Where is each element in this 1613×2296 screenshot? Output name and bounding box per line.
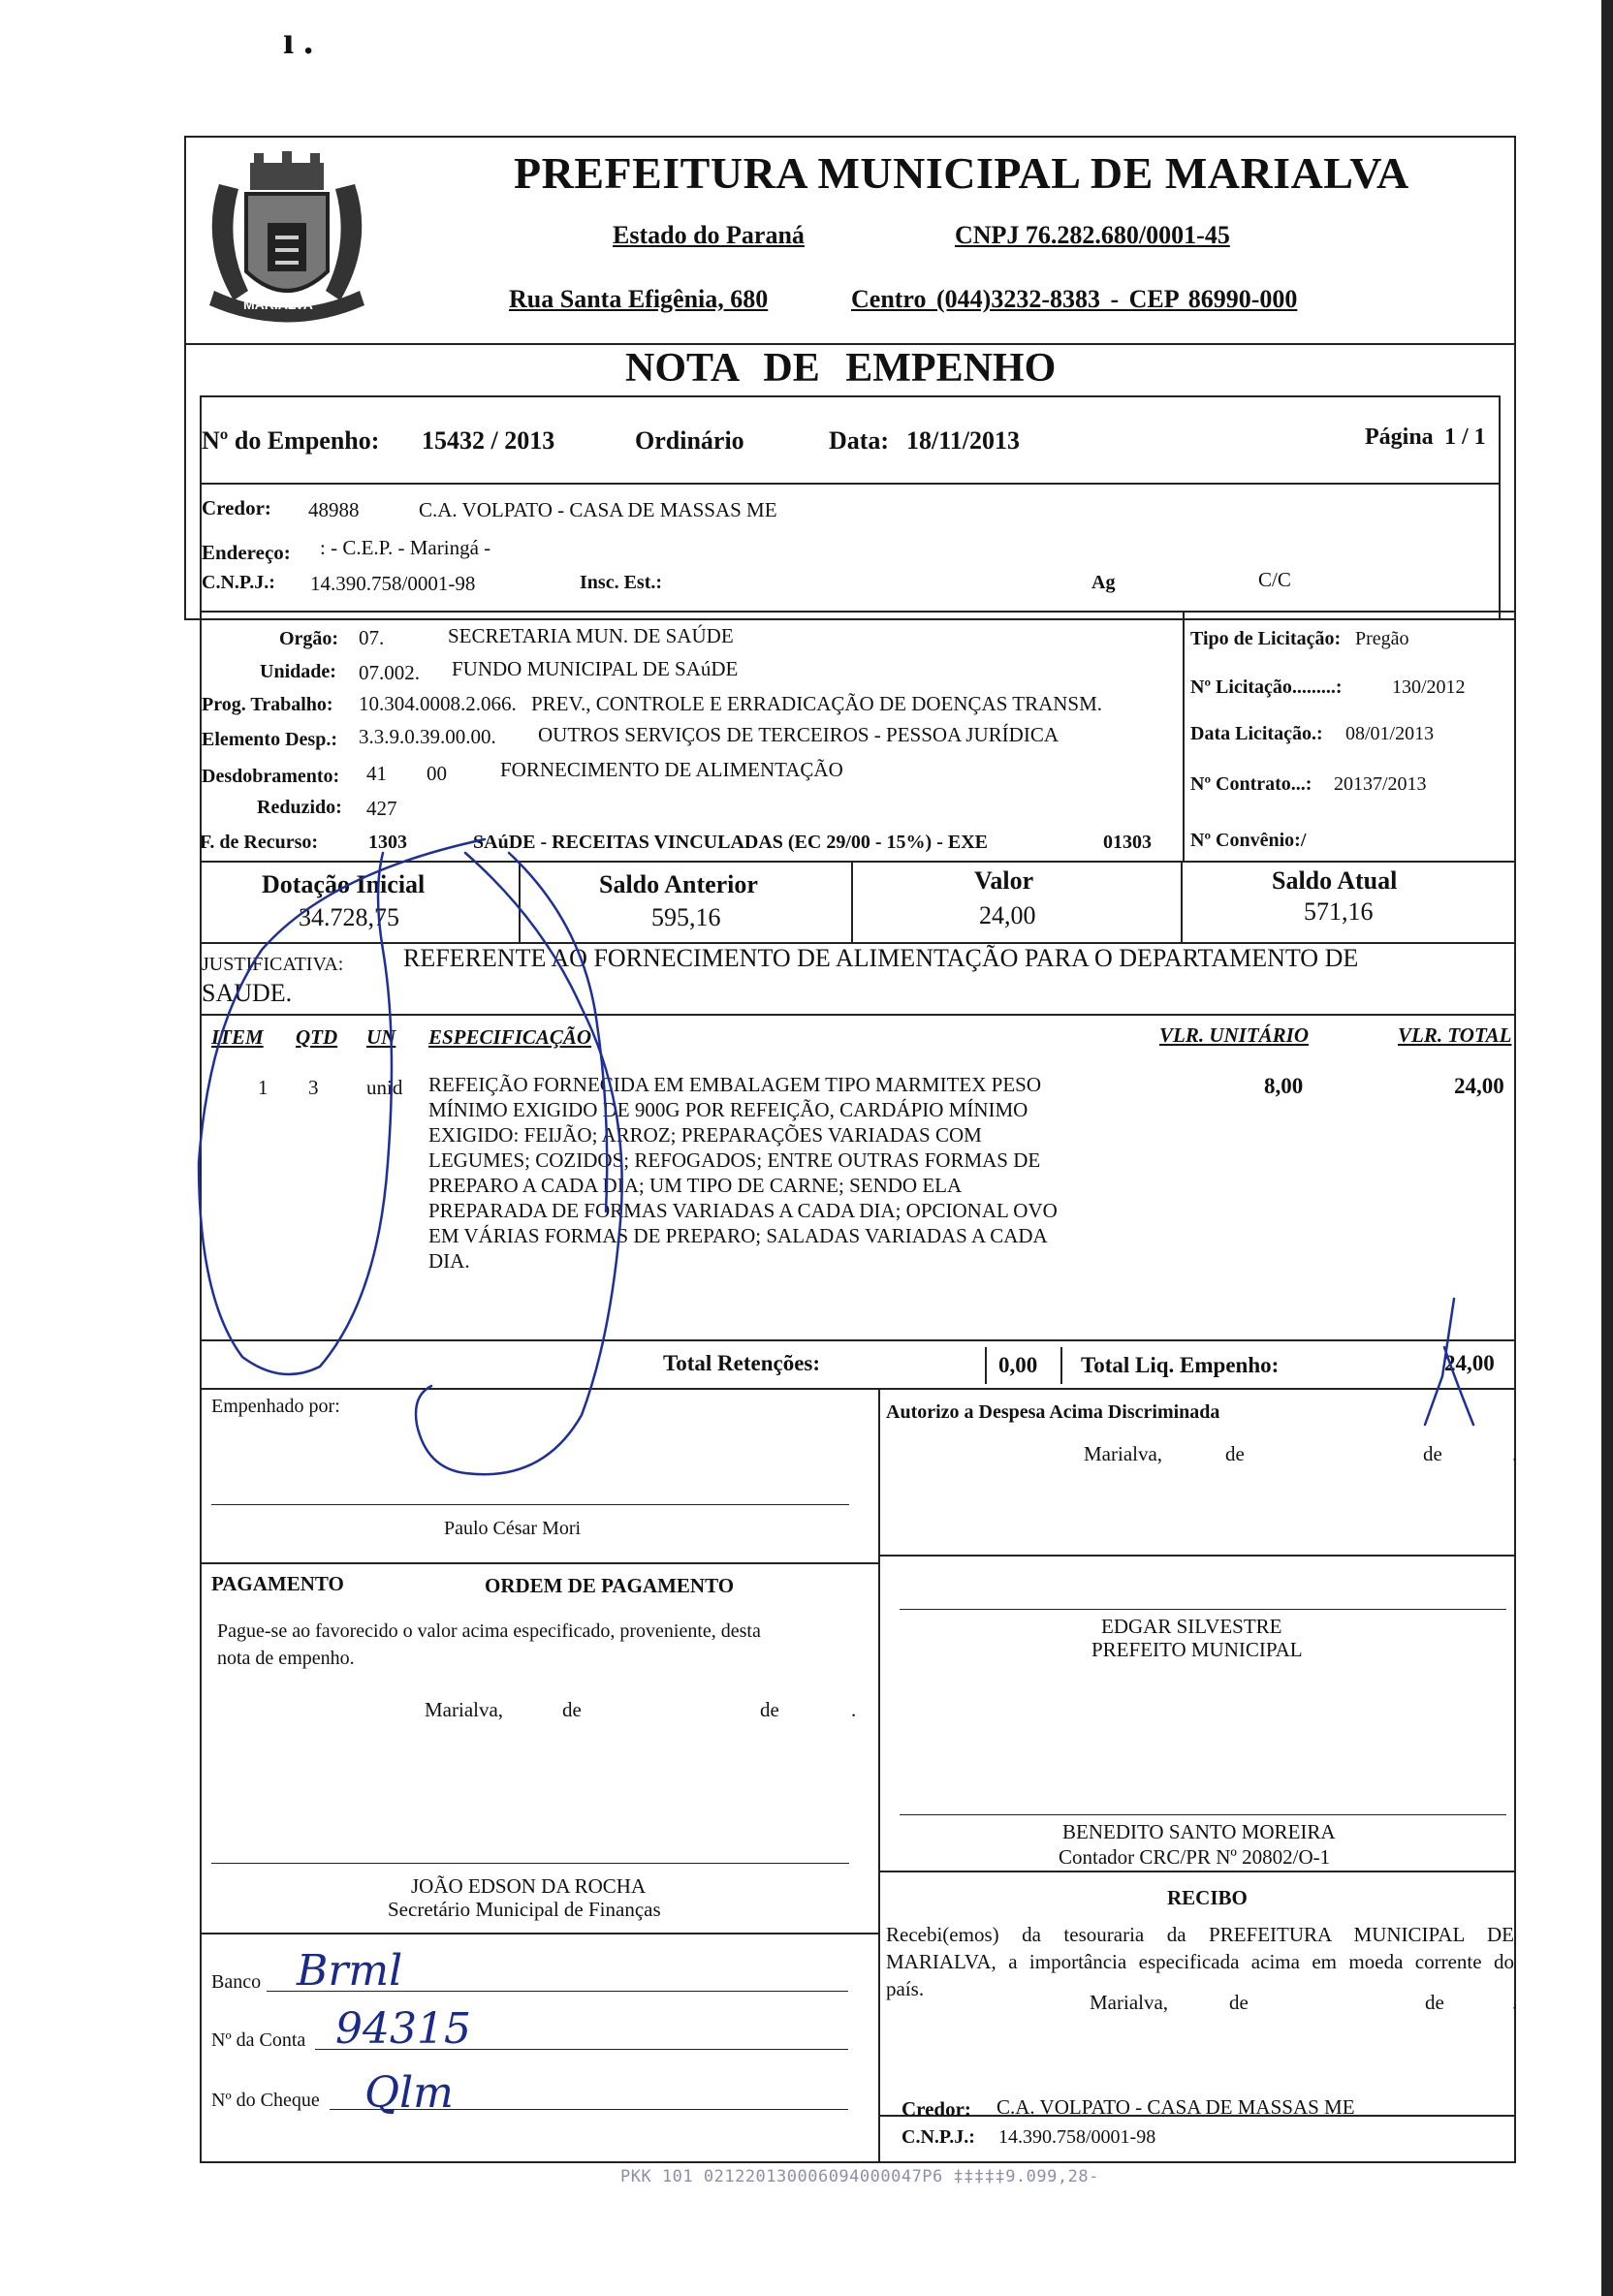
autorizo-label: Autorizo a Despesa Acima Discriminada [886, 1401, 1220, 1423]
item-un: unid [366, 1076, 403, 1099]
secretario-title: Secretário Municipal de Finanças [388, 1898, 661, 1921]
recibo-label: RECIBO [1167, 1886, 1248, 1909]
reduzido-value: 427 [366, 797, 397, 820]
banco-handwriting: Brml [297, 1946, 403, 1996]
recurso-num: 01303 [1103, 832, 1152, 853]
autorizo-dot: . [1512, 1442, 1518, 1465]
address-street: Rua Santa Efigênia, 680 [509, 285, 769, 313]
licitacao-data: 08/01/2013 [1345, 723, 1435, 744]
total-liq-label: Total Liq. Empenho: [1081, 1353, 1280, 1377]
credor-name: C.A. VOLPATO - CASA DE MASSAS ME [419, 498, 777, 521]
desdob-code2: 00 [427, 762, 447, 785]
dotacao-value: 34.728,75 [299, 903, 399, 931]
elemento-code: 3.3.9.0.39.00.00. [359, 725, 496, 748]
pagamento-de2: de [760, 1698, 779, 1721]
orgao-name: SECRETARIA MUN. DE SAÚDE [448, 624, 734, 647]
recurso-label: F. de Recurso: [200, 832, 319, 853]
licitacao-num-label: Nº Licitação.........: [1190, 676, 1343, 698]
credor-label: Credor: [202, 496, 271, 519]
endereco-label: Endereço: [202, 541, 291, 564]
recibo-de1: de [1229, 1991, 1249, 2014]
prog-code: 10.304.0008.2.066. [359, 692, 517, 715]
empenho-type: Ordinário [635, 426, 744, 455]
desdob-label: Desdobramento: [202, 766, 340, 787]
saldo-atual-label: Saldo Atual [1272, 866, 1398, 895]
elemento-label: Elemento Desp.: [202, 729, 337, 750]
credor-footer-label: Credor: [901, 2097, 971, 2121]
spec-line: PREPARADA DE FORMAS VARIADAS A CADA DIA; OPCIONAL OVO [428, 1199, 1058, 1222]
col-qtd: QTD [296, 1025, 338, 1049]
ag-label: Ag [1091, 572, 1116, 593]
recurso-code: 1303 [368, 832, 407, 853]
pagamento-text-cont: nota de empenho. [217, 1648, 355, 1669]
empenhado-label: Empenhado por: [211, 1396, 340, 1417]
licitacao-num: 130/2012 [1392, 676, 1466, 698]
col-spec: ESPECIFICAÇÃO [428, 1025, 592, 1049]
autorizo-city: Marialva, [1084, 1442, 1163, 1465]
crest-label: MARIALVA [243, 297, 313, 312]
licitacao-tipo: Pregão [1355, 628, 1409, 649]
credor-footer-cnpj-label: C.N.P.J.: [901, 2126, 975, 2148]
unidade-code: 07.002. [359, 661, 420, 684]
col-vlr-total: VLR. TOTAL [1398, 1023, 1512, 1047]
valor-label: Valor [974, 866, 1034, 895]
reduzido-label: Reduzido: [257, 797, 342, 818]
bank-stamp: PKK 101 021220130006094000047P6 ‡‡‡‡‡9.099,28- [620, 2167, 1099, 2186]
orgao-code: 07. [359, 626, 385, 649]
spec-line: PREPARO A CADA DIA; UM TIPO DE CARNE; SENDO ELA [428, 1174, 963, 1197]
endereco-value: : - C.E.P. - Maringá - [320, 536, 491, 559]
insc-label: Insc. Est.: [580, 572, 663, 593]
empenhado-name: Paulo César Mori [444, 1518, 582, 1539]
item-number: 1 [258, 1076, 269, 1099]
saldo-anterior-value: 595,16 [651, 903, 721, 931]
spec-line: EXIGIDO: FEIJÃO; ARROZ; PREPARAÇÕES VARIADAS COM [428, 1123, 982, 1147]
cnpj-label: C.N.P.J.: [202, 572, 275, 593]
dotacao-label: Dotação Inicial [262, 870, 426, 898]
item-qtd: 3 [308, 1076, 319, 1099]
empenho-number: 15432 / 2013 [422, 426, 555, 455]
empenho-date: 18/11/2013 [906, 426, 1021, 455]
address-rest: Centro (044)3232-8383 - CEP 86990-000 [851, 285, 1298, 313]
item-vlr-unitario: 8,00 [1264, 1074, 1304, 1098]
col-un: UN [366, 1025, 396, 1049]
unidade-name: FUNDO MUNICIPAL DE SAúDE [452, 657, 739, 680]
scan-mark: ı . [283, 18, 314, 62]
licitacao-data-label: Data Licitação.: [1190, 723, 1323, 744]
page-title: PREFEITURA MUNICIPAL DE MARIALVA [514, 148, 1409, 198]
recibo-text: Recebi(emos) da tesouraria da PREFEITURA MUNICIPAL DE [886, 1923, 1514, 1946]
pagamento-text: Pague-se ao favorecido o valor acima especificado, proveniente, desta [217, 1620, 761, 1642]
spec-line: MÍNIMO EXIGIDO DE 900G POR REFEIÇÃO, CARDÁPIO MÍNIMO [428, 1098, 1028, 1121]
justificativa-text: REFERENTE AO FORNECIMENTO DE ALIMENTAÇÃO PARA O DEPARTAMENTO DE [403, 944, 1359, 972]
valor-value: 24,00 [979, 901, 1036, 929]
autorizo-de2: de [1423, 1442, 1442, 1465]
spec-line: REFEIÇÃO FORNECIDA EM EMBALAGEM TIPO MARMITEX PESO [428, 1073, 1041, 1096]
doc-title: NOTA DE EMPENHO [625, 346, 1057, 391]
recibo-de2: de [1425, 1991, 1444, 2014]
city-cnpj: CNPJ 76.282.680/0001-45 [955, 221, 1230, 249]
spec-line: LEGUMES; COZIDOS; REFOGADOS; ENTRE OUTRAS FORMAS DE [428, 1148, 1041, 1172]
prefeito-title: PREFEITO MUNICIPAL [1091, 1638, 1303, 1661]
pagamento-dot: . [851, 1698, 857, 1721]
saldo-atual-value: 571,16 [1304, 897, 1374, 926]
justificativa-text-cont: SAUDE. [202, 979, 293, 1007]
cnpj-value: 14.390.758/0001-98 [310, 572, 476, 595]
desdob-code1: 41 [366, 762, 387, 785]
pagamento-de1: de [562, 1698, 582, 1721]
licitacao-tipo-label: Tipo de Licitação: [1190, 628, 1342, 649]
prog-name: PREV., CONTROLE E ERRADICAÇÃO DE DOENÇAS TRANSM. [531, 692, 1103, 715]
item-vlr-total: 24,00 [1454, 1074, 1504, 1098]
contador-title: Contador CRC/PR Nº 20802/O-1 [1059, 1845, 1331, 1869]
contrato-value: 20137/2013 [1334, 773, 1427, 795]
total-liq-value: 24,00 [1444, 1351, 1495, 1375]
pagamento-label: PAGAMENTO [211, 1572, 344, 1595]
credor-footer-name: C.A. VOLPATO - CASA DE MASSAS ME [996, 2095, 1355, 2119]
recibo-city: Marialva, [1090, 1991, 1169, 2014]
empenho-date-label: Data: [829, 426, 890, 455]
recibo-text-end: país. [886, 1977, 925, 2000]
cheque-handwriting: Qlm [364, 2068, 454, 2118]
state-label: Estado do Paraná [613, 221, 805, 249]
recibo-text-cont: MARIALVA, a importância especificada acima em moeda corrente do [886, 1950, 1514, 1973]
col-item: ITEM [211, 1025, 264, 1049]
contrato-label: Nº Contrato...: [1190, 773, 1313, 795]
recibo-dot: . [1512, 1991, 1518, 2014]
prog-label: Prog. Trabalho: [202, 694, 333, 715]
credor-footer-cnpj: 14.390.758/0001-98 [998, 2126, 1156, 2148]
justificativa-label: JUSTIFICATIVA: [202, 954, 344, 975]
autorizo-de1: de [1225, 1442, 1245, 1465]
page-label: Página [1365, 425, 1434, 450]
cc-label: C/C [1258, 568, 1291, 591]
secretario-name: JOÃO EDSON DA ROCHA [411, 1874, 647, 1898]
prefeito-name: EDGAR SILVESTRE [1101, 1615, 1282, 1638]
elemento-name: OUTROS SERVIÇOS DE TERCEIROS - PESSOA JURÍDICA [538, 723, 1060, 746]
page-number: 1 / 1 [1444, 425, 1486, 450]
conta-label: Nº da Conta [211, 2029, 306, 2051]
spec-line: DIA. [428, 1249, 470, 1273]
desdob-name: FORNECIMENTO DE ALIMENTAÇÃO [500, 758, 843, 781]
orgao-label: Orgão: [279, 628, 339, 649]
unidade-label: Unidade: [260, 661, 336, 682]
conta-handwriting: 94315 [335, 2004, 471, 2054]
convenio-label: Nº Convênio:/ [1190, 830, 1307, 851]
credor-code: 48988 [308, 498, 360, 521]
banco-label: Banco [211, 1971, 262, 1993]
retencoes-value: 0,00 [998, 1353, 1038, 1377]
recurso-name: SAúDE - RECEITAS VINCULADAS (EC 29/00 - 15%) - EXE [473, 832, 988, 853]
pagamento-city: Marialva, [425, 1698, 504, 1721]
contador-name: BENEDITO SANTO MOREIRA [1062, 1820, 1336, 1843]
saldo-anterior-label: Saldo Anterior [599, 870, 758, 898]
cheque-label: Nº do Cheque [211, 2090, 320, 2111]
col-vlr-unitario: VLR. UNITÁRIO [1159, 1023, 1310, 1047]
retencoes-label: Total Retenções: [663, 1351, 821, 1375]
spec-line: EM VÁRIAS FORMAS DE PREPARO; SALADAS VARIADAS A CADA [428, 1224, 1048, 1247]
ordem-pagamento-label: ORDEM DE PAGAMENTO [485, 1574, 735, 1597]
empenho-number-label: Nº do Empenho: [202, 426, 380, 455]
